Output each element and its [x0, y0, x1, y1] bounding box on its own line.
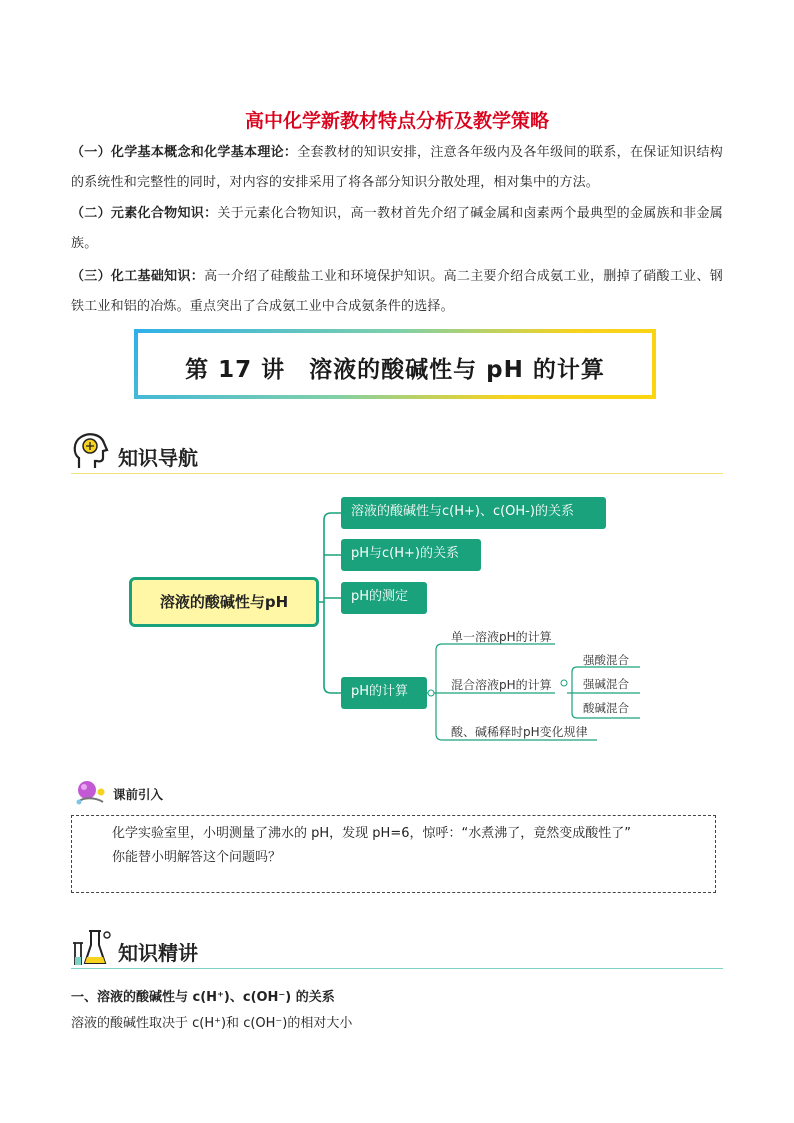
- lecture-underline: [71, 968, 723, 969]
- mindmap-branch-measure: pH的测定: [341, 582, 427, 614]
- nav-section-header: [71, 430, 723, 474]
- lab-flask-icon: [71, 925, 113, 967]
- mindmap-branch-calc: pH的计算: [341, 677, 427, 709]
- nav-underline: [71, 473, 723, 474]
- section-1-heading: 一、溶液的酸碱性与 c(H⁺)、c(OH⁻) 的关系: [71, 990, 335, 1005]
- lecture-section-header: [71, 925, 723, 969]
- paragraph-label: （一）化学基本概念和化学基本理论：: [71, 145, 298, 160]
- nav-heading: 知识导航: [118, 446, 198, 470]
- mindmap-branch-relation: 溶液的酸碱性与c(H+)、c(OH-)的关系: [341, 497, 606, 529]
- lesson-title: 第 17 讲 溶液的酸碱性与 pH 的计算: [185, 357, 605, 383]
- paragraph-text: 关于元素化合物知识，高一教材首先介绍了碱金属和卤素两个最典型的金属族和非金属族。: [71, 206, 723, 251]
- mindmap-leaf-single: 单一溶液pH的计算: [451, 630, 552, 644]
- paragraph-3: [71, 262, 723, 322]
- paragraph-label: （三）化工基础知识：: [71, 269, 205, 284]
- molecule-icon: [73, 778, 109, 808]
- mindmap-sub-acid-base: 酸碱混合: [583, 701, 629, 715]
- paragraph-2: [71, 199, 723, 259]
- lecture-heading: 知识精讲: [118, 941, 198, 965]
- intro-box: [71, 815, 716, 893]
- mindmap-sub-strong-acid: 强酸混合: [583, 653, 629, 667]
- intro-label: 课前引入: [113, 787, 164, 802]
- intro-question: 化学实验室里，小明测量了沸水的 pH，发现 pH=6，惊呼：“水煮沸了，竟然变成酸性了”: [112, 826, 631, 841]
- page-title: 高中化学新教材特点分析及教学策略: [244, 110, 549, 132]
- paragraph-text: 高一介绍了硅酸盐工业和环境保护知识。高二主要介绍合成氨工业，删掉了硝酸工业、钢铁工业和铝的冶炼。重点突出了合成氨工业中合成氨条件的选择。: [71, 269, 723, 314]
- paragraph-label: （二）元素化合物知识：: [71, 206, 218, 221]
- mindmap-leaf-dilution: 酸、碱稀释时pH变化规律: [451, 725, 588, 739]
- mindmap-root: 溶液的酸碱性与pH: [129, 577, 319, 627]
- mindmap-leaf-mixed: 混合溶液pH的计算: [451, 678, 552, 692]
- section-1-text: 溶液的酸碱性取决于 c(H⁺)和 c(OH⁻)的相对大小: [71, 1016, 353, 1031]
- intro-prompt: 你能替小明解答这个问题吗？: [112, 850, 282, 865]
- mindmap-branch-ph-ch: pH与c(H+)的关系: [341, 539, 481, 571]
- brain-head-icon: [71, 430, 111, 472]
- paragraph-1: [71, 138, 723, 198]
- paragraph-text: 全套教材的知识安排，注意各年级内及各年级间的联系，在保证知识结构的系统性和完整性的同时，对内容的安排采用了将各部分知识分散处理，相对集中的方法。: [71, 145, 724, 190]
- mindmap-sub-strong-base: 强碱混合: [583, 677, 629, 691]
- lesson-title-box: [134, 329, 656, 399]
